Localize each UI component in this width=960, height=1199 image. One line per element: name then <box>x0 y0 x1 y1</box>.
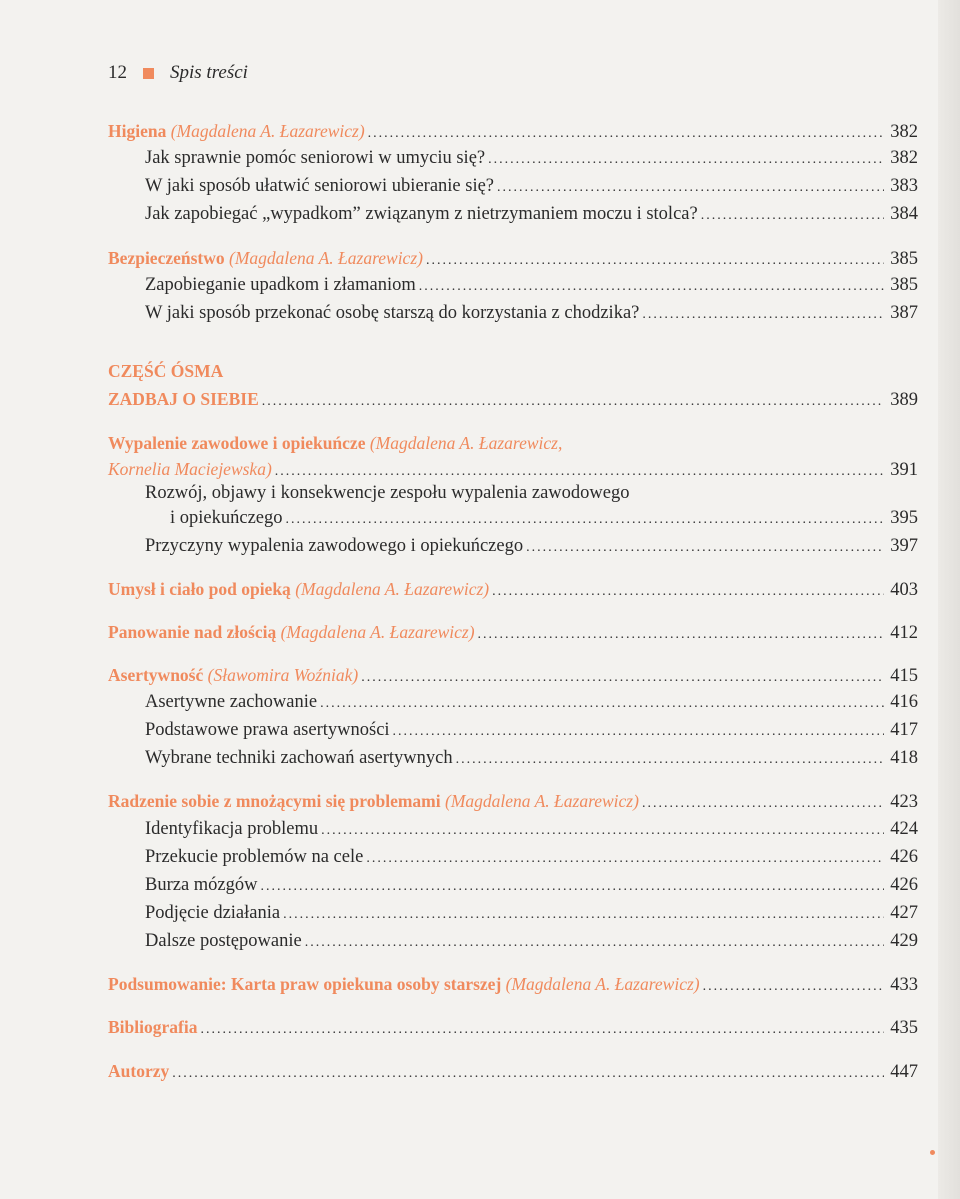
toc-entry-title-text: Podsumowanie: Karta praw opiekuna osoby starszej <box>108 974 502 994</box>
toc-section-entry[interactable] <box>108 1058 918 1087</box>
toc-page-number: 403 <box>890 580 918 600</box>
toc-entry-title <box>145 201 698 227</box>
toc-entry-title <box>108 576 489 602</box>
toc-section-entry[interactable] <box>108 118 918 147</box>
toc-page-number: 447 <box>890 1062 918 1082</box>
toc-entry-title <box>145 816 318 842</box>
toc-entry-title <box>145 300 639 326</box>
toc-entry-title <box>108 386 259 412</box>
toc-entry-title-text: W jaki sposób przekonać osobę starszą do korzystania z chodzika? <box>145 303 640 323</box>
running-head <box>108 62 248 84</box>
toc-entry-author: (Magdalena A. Łazarewicz) <box>505 974 700 994</box>
toc-section-entry[interactable] <box>108 662 918 691</box>
toc-page-number: 426 <box>890 875 918 895</box>
toc-entry-title <box>108 456 272 482</box>
toc-section-entry[interactable] <box>108 245 918 274</box>
toc-entry-title <box>145 745 453 771</box>
toc-page-number: 418 <box>890 748 918 768</box>
toc-item-entry[interactable] <box>145 145 918 173</box>
toc-entry-title-text: Wybrane techniki zachowań asertywnych <box>145 748 453 768</box>
toc-entry-title <box>108 358 223 384</box>
toc-entry-title <box>145 844 363 870</box>
toc-page-number: 415 <box>890 666 918 686</box>
toc-entry-title <box>145 533 523 559</box>
toc-page-number: 395 <box>890 508 918 528</box>
toc-page-number: 384 <box>890 204 918 224</box>
leader-dots <box>526 535 884 561</box>
toc-entry-author: Kornelia Maciejewska) <box>108 459 272 479</box>
toc-entry-author: (Magdalena A. Łazarewicz) <box>229 248 423 268</box>
toc-entry-title <box>145 272 416 298</box>
toc-item-entry[interactable] <box>145 717 918 745</box>
square-bullet-icon <box>143 68 154 79</box>
toc-entry-title <box>108 662 358 688</box>
toc-entry-title <box>108 1014 197 1040</box>
leader-dots <box>642 302 884 328</box>
toc-entry-title-text: Dalsze postępowanie <box>145 931 302 951</box>
toc-page-number: 424 <box>890 819 918 839</box>
leader-dots <box>361 665 884 691</box>
leader-dots <box>478 622 884 648</box>
toc-page-number: 423 <box>890 792 918 812</box>
toc-page-number: 397 <box>890 536 918 556</box>
leader-dots <box>305 930 884 956</box>
decorative-dot <box>930 1150 935 1155</box>
page-number: 12 <box>108 62 127 83</box>
leader-dots <box>703 974 884 1000</box>
toc-page-number: 426 <box>890 847 918 867</box>
toc-section-entry[interactable] <box>108 619 918 648</box>
toc-entry-title-text: Asertywność <box>108 665 204 685</box>
toc-page-number: 382 <box>890 148 918 168</box>
toc-entry-title-text: Przyczyny wypalenia zawodowego i opiekuńczego <box>145 536 524 556</box>
toc-entry-title-text: Higiena <box>108 121 167 141</box>
leader-dots <box>492 579 884 605</box>
toc-entry-title-text: Autorzy <box>108 1061 170 1081</box>
toc-entry-title-text: W jaki sposób ułatwić seniorowi ubieranie się? <box>145 176 495 196</box>
toc-entry-title-text: Zapobieganie upadkom i złamaniom <box>145 275 416 295</box>
toc-entry-title-text: Podjęcie działania <box>145 903 281 923</box>
toc-page-number: 385 <box>890 275 918 295</box>
toc-page-number: 435 <box>890 1018 918 1038</box>
toc-item-entry[interactable] <box>145 689 918 717</box>
toc-entry-title-text: Bibliografia <box>108 1017 198 1037</box>
toc-item-entry[interactable] <box>145 844 918 872</box>
leader-dots <box>320 691 884 717</box>
leader-dots <box>642 791 884 817</box>
toc-entry-title <box>108 118 365 144</box>
toc-entry-title-text: i opiekuńczego <box>170 508 283 528</box>
leader-dots <box>701 203 884 229</box>
leader-dots <box>456 747 884 773</box>
toc-page-number: 433 <box>890 975 918 995</box>
leader-dots <box>200 1017 884 1043</box>
leader-dots <box>426 248 884 274</box>
toc-page-number: 382 <box>890 122 918 142</box>
toc-entry-author: (Magdalena A. Łazarewicz) <box>280 622 475 642</box>
toc-section-entry[interactable] <box>108 386 918 415</box>
toc-entry-title <box>145 717 390 743</box>
leader-dots <box>321 818 884 844</box>
toc-section-entry[interactable] <box>108 788 918 817</box>
toc-entry-title <box>108 1058 169 1084</box>
leader-dots <box>488 147 884 173</box>
toc-entry-title-text: Jak zapobiegać „wypadkom” związanym z nietrzymaniem moczu i stolca? <box>145 204 698 224</box>
leader-dots <box>497 175 884 201</box>
toc-entry-title-text: Przekucie problemów na cele <box>145 847 364 867</box>
toc-entry-title-text: Burza mózgów <box>145 875 258 895</box>
toc-entry-title <box>108 245 423 271</box>
toc-entry-author: (Magdalena A. Łazarewicz) <box>170 121 365 141</box>
toc-page-number: 427 <box>890 903 918 923</box>
leader-dots <box>419 274 884 300</box>
toc-item-entry[interactable] <box>145 872 918 900</box>
leader-dots <box>286 507 885 533</box>
toc-entry-title <box>145 872 258 898</box>
toc-item-entry[interactable] <box>145 745 918 773</box>
leader-dots <box>172 1061 884 1087</box>
toc-page-number: 387 <box>890 303 918 323</box>
leader-dots <box>366 846 884 872</box>
toc-section-entry[interactable] <box>108 971 918 1000</box>
toc-item-entry[interactable] <box>145 272 918 300</box>
toc-page-number: 391 <box>890 460 918 480</box>
toc-entry-title-text: Asertywne zachowanie <box>145 692 318 712</box>
toc-entry-title <box>145 689 317 715</box>
toc-item-entry[interactable] <box>145 173 918 201</box>
running-head-title: Spis treści <box>170 62 248 83</box>
toc-entry-title-text: Jak sprawnie pomóc seniorowi w umyciu się? <box>145 148 486 168</box>
toc-section-entry[interactable] <box>108 576 918 605</box>
leader-dots <box>262 389 884 415</box>
toc-item-entry[interactable] <box>145 816 918 844</box>
toc-entry-title <box>145 928 302 954</box>
toc-page-number: 385 <box>890 249 918 269</box>
leader-dots <box>368 121 884 147</box>
page-edge <box>938 0 960 1199</box>
toc-page-number: 417 <box>890 720 918 740</box>
toc-entry-title <box>145 173 494 199</box>
toc-entry-title <box>145 145 485 171</box>
toc-item-entry[interactable] <box>145 900 918 928</box>
toc-page-number: 383 <box>890 176 918 196</box>
toc-entry-title-text: Umysł i ciało pod opieką <box>108 579 291 599</box>
toc-page-number: 412 <box>890 623 918 643</box>
toc-entry-author: (Sławomira Woźniak) <box>207 665 359 685</box>
toc-section-entry[interactable] <box>108 358 918 384</box>
toc-section-entry[interactable] <box>108 430 918 456</box>
leader-dots <box>261 874 884 900</box>
toc-entry-title-text: Bezpieczeństwo <box>108 248 225 268</box>
toc-entry-author: (Magdalena A. Łazarewicz, <box>369 433 563 453</box>
toc-page-number: 429 <box>890 931 918 951</box>
toc-item-entry[interactable] <box>145 480 918 506</box>
toc-entry-title <box>145 480 629 506</box>
toc-item-entry[interactable] <box>145 533 918 561</box>
toc-entry-title-text: Wypalenie zawodowe i opiekuńcze <box>108 433 366 453</box>
toc-entry-title-text: Panowanie nad złością <box>108 622 277 642</box>
toc-entry-title-text: Identyfikacja problemu <box>145 819 319 839</box>
toc-section-entry[interactable] <box>108 1014 918 1043</box>
toc-entry-title-text: Radzenie sobie z mnożącymi się problemami <box>108 791 441 811</box>
toc-item-entry[interactable] <box>145 928 918 956</box>
toc-entry-title <box>108 619 475 645</box>
toc-entry-title <box>108 971 700 997</box>
toc-item-entry[interactable] <box>170 505 918 533</box>
toc-page-number: 389 <box>890 390 918 410</box>
leader-dots <box>393 719 884 745</box>
toc-entry-title-text: ZADBAJ O SIEBIE <box>108 389 259 409</box>
toc-entry-title-text: Podstawowe prawa asertywności <box>145 720 390 740</box>
toc-entry-title-text: CZĘŚĆ ÓSMA <box>108 361 224 381</box>
toc-entry-title <box>145 900 280 926</box>
toc-entry-author: (Magdalena A. Łazarewicz) <box>445 791 639 811</box>
toc-entry-title <box>108 430 562 456</box>
toc-item-entry[interactable] <box>145 300 918 328</box>
toc-entry-title <box>108 788 639 814</box>
leader-dots <box>283 902 884 928</box>
toc-entry-author: (Magdalena A. Łazarewicz) <box>295 579 490 599</box>
toc-entry-title <box>170 505 283 531</box>
toc-item-entry[interactable] <box>145 201 918 229</box>
toc-entry-title-text: Rozwój, objawy i konsekwencje zespołu wypalenia zawodowego <box>145 483 630 503</box>
toc-page-number: 416 <box>890 692 918 712</box>
